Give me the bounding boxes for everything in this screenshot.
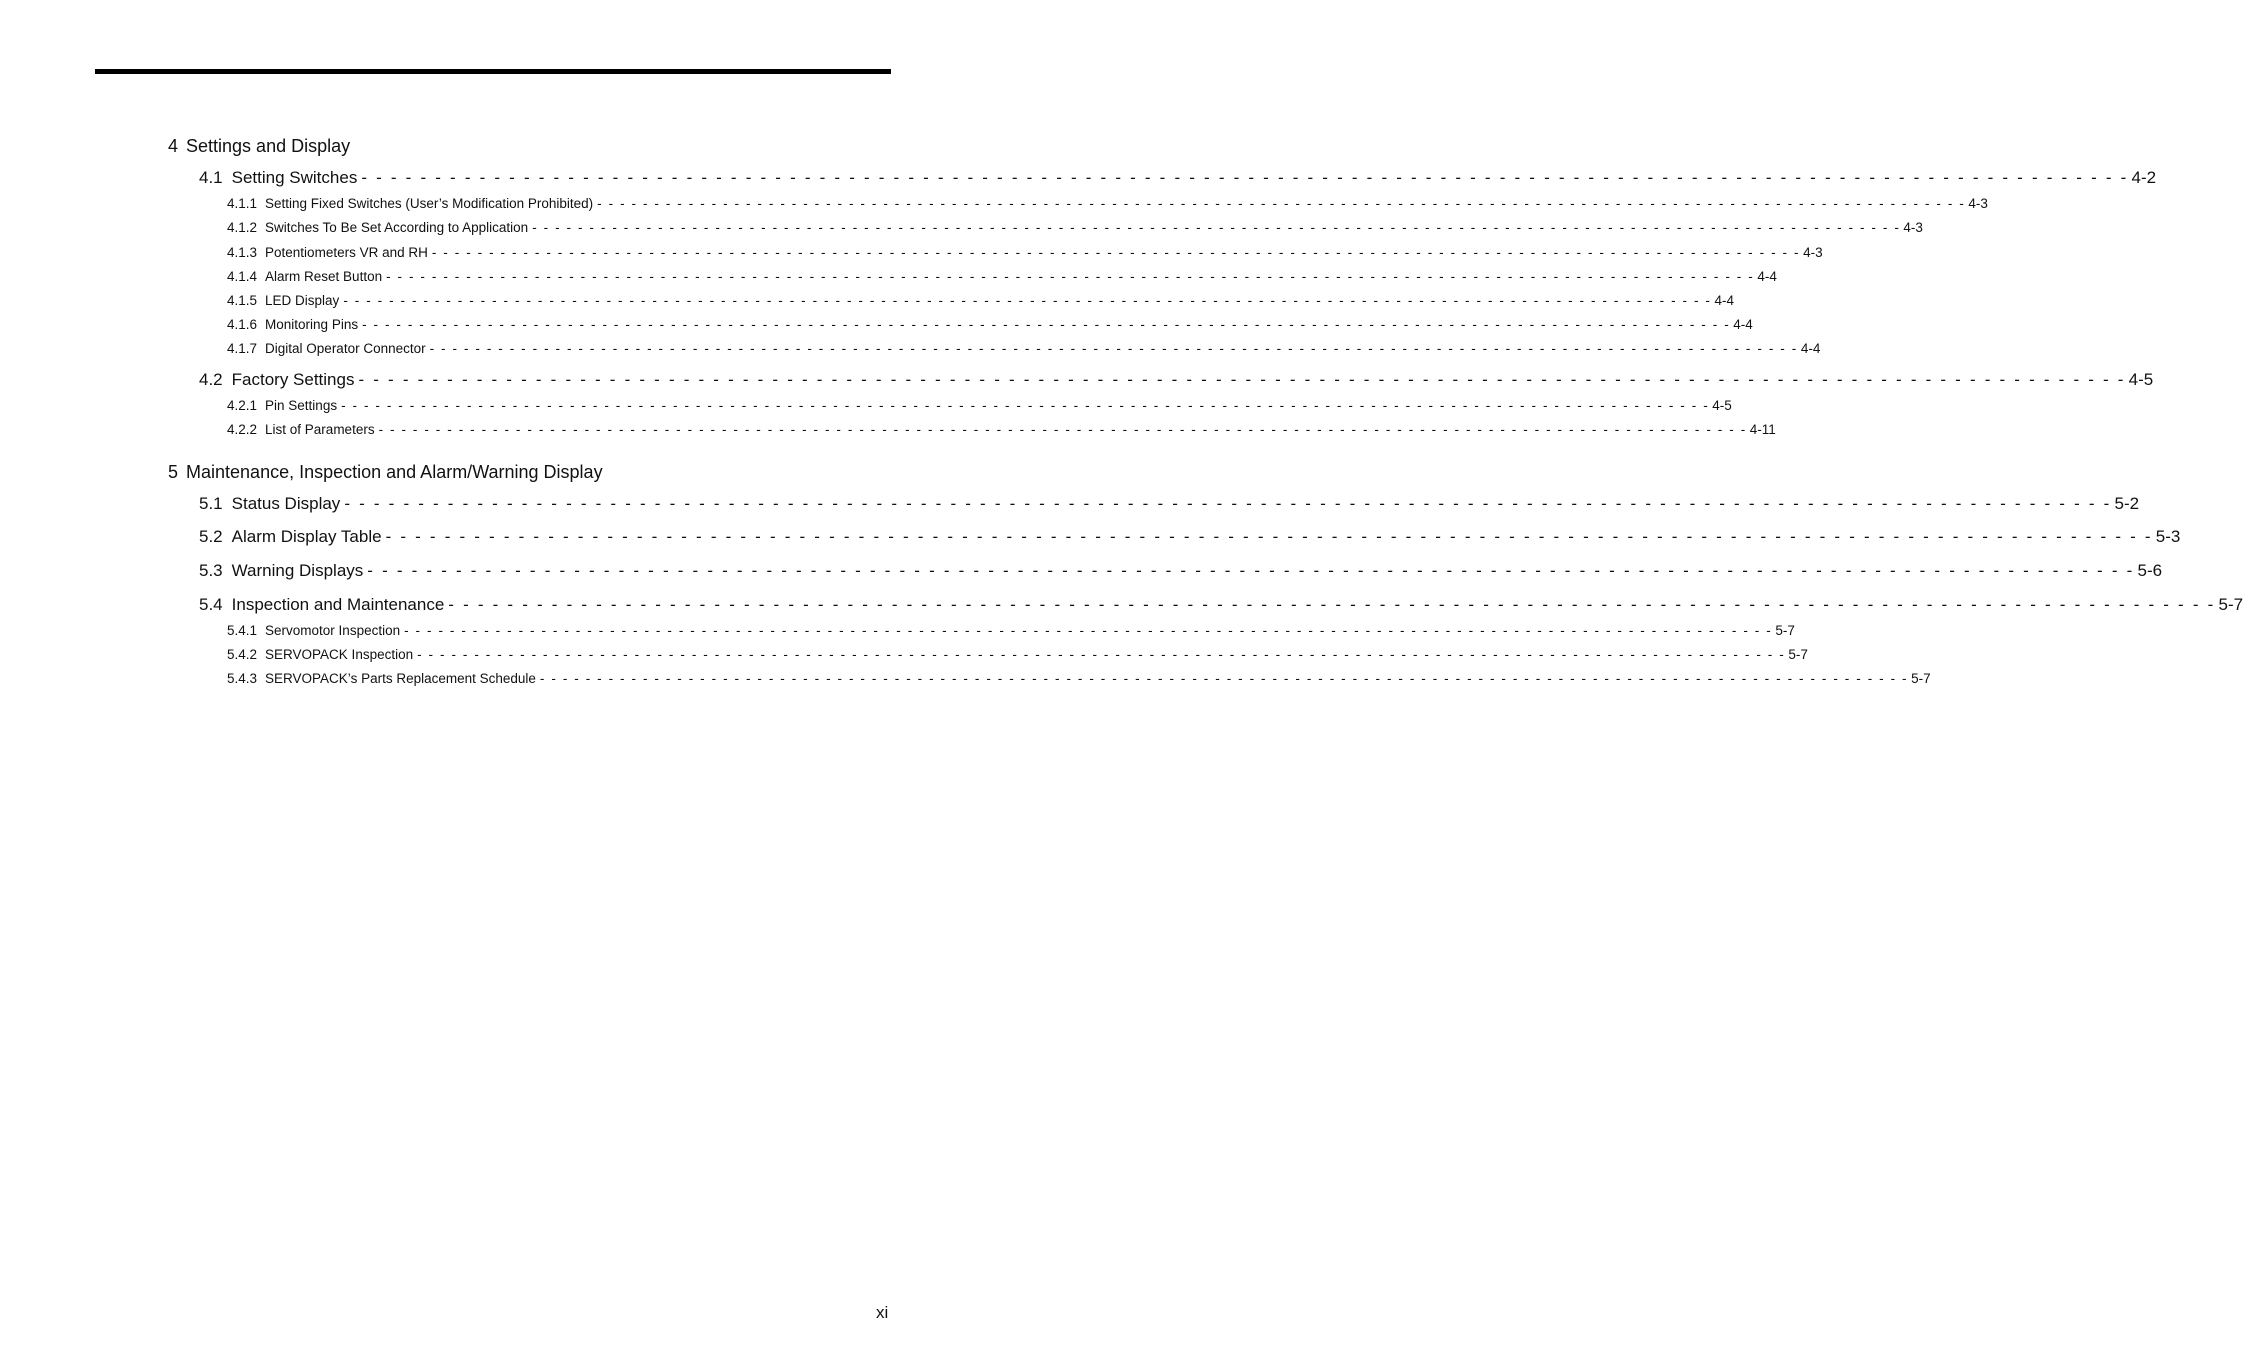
- entry-number: 5.2: [199, 527, 223, 546]
- toc-entry-subsection[interactable]: [227, 269, 1777, 284]
- entry-number: 4.2.1: [227, 398, 258, 413]
- chapter-heading: [168, 136, 350, 157]
- entry-number: 4.2.2: [227, 422, 258, 437]
- dot-leader: - - - - - - - - - - - - - - - - - - - - - - - - - - - - - - - - - - - - - - - - - - - - - - - - - - - - - - - - - - - - - - - - - - - - - - - - - - - - - - - - - - - - - - - - - - - - - - - - - - - - - - - - - - - - - - - - - - - - - - - -: [343, 293, 1712, 308]
- entry-title: Potentiometers VR and RH: [265, 245, 428, 260]
- entry-title: Switches To Be Set According to Application: [265, 220, 529, 235]
- entry-title: Digital Operator Connector: [265, 341, 426, 356]
- entry-page: 5-3: [2155, 527, 2181, 546]
- entry-page: 5-2: [2114, 494, 2140, 513]
- entry-page: 4-3: [1903, 220, 1923, 235]
- dot-leader: - - - - - - - - - - - - - - - - - - - - - - - - - - - - - - - - - - - - - - - - - - - - - - - - - - - - - - - - - - - - - - - - - - - - - - - - - - - - - - - - - - - - - - - - - - - - - - - - - - - - - - - - - - - - - - - - - - - - - - - -: [532, 220, 1901, 235]
- dot-leader: - - - - - - - - - - - - - - - - - - - - - - - - - - - - - - - - - - - - - - - - - - - - - - - - - - - - - - - - - - - - - - - - - - - - - - - - - - - - - - - - - - - - - - - - - - - - - - - - - - - - - - - - - - - - - - - - - - - - - - - -: [448, 595, 2216, 614]
- entry-page: 5-7: [2218, 595, 2243, 614]
- entry-page: 4-3: [1968, 196, 1988, 211]
- entry-page: 5-6: [2137, 561, 2163, 580]
- chapter-title: Settings and Display: [186, 136, 351, 156]
- entry-page: 4-4: [1733, 317, 1753, 332]
- entry-number: 4.1.7: [227, 341, 258, 356]
- toc-entry-section[interactable]: [199, 595, 2243, 615]
- toc-entry-section[interactable]: [199, 370, 2154, 390]
- toc-entry-subsection[interactable]: [227, 647, 1808, 662]
- toc-entry-subsection[interactable]: [227, 341, 1821, 356]
- entry-number: 5.4.2: [227, 647, 258, 662]
- toc-entry-section[interactable]: [199, 527, 2181, 547]
- entry-number: 4.1.5: [227, 293, 258, 308]
- entry-title: Inspection and Maintenance: [231, 595, 445, 614]
- entry-title: Factory Settings: [231, 370, 355, 389]
- toc-entry-section[interactable]: [199, 561, 2163, 581]
- entry-page: 4-11: [1749, 422, 1776, 437]
- chapter-number: 4: [168, 136, 179, 156]
- toc-entry-subsection[interactable]: [227, 245, 1823, 260]
- chapter-heading: [168, 462, 603, 483]
- toc-entry-subsection[interactable]: [227, 671, 1931, 686]
- entry-number: 5.4: [199, 595, 223, 614]
- entry-page: 4-4: [1800, 341, 1821, 356]
- entry-title: Servomotor Inspection: [265, 623, 401, 638]
- entry-title: SERVOPACK’s Parts Replacement Schedule: [265, 671, 536, 686]
- dot-leader: - - - - - - - - - - - - - - - - - - - - - - - - - - - - - - - - - - - - - - - - - - - - - - - - - - - - - - - - - - - - - - - - - - - - - - - - - - - - - - - - - - - - - - - - - - - - - - - - - - - - - - - - - - - - - - - - - - - - - - - -: [431, 245, 1801, 260]
- entry-page: 5-7: [1911, 671, 1931, 686]
- entry-title: Setting Switches: [231, 168, 358, 187]
- entry-number: 5.1: [199, 494, 223, 513]
- chapter-number: 5: [168, 462, 179, 482]
- toc-entry-subsection[interactable]: [227, 317, 1753, 332]
- toc-entry-section[interactable]: [199, 494, 2140, 514]
- entry-number: 4.1: [199, 168, 223, 187]
- dot-leader: - - - - - - - - - - - - - - - - - - - - - - - - - - - - - - - - - - - - - - - - - - - - - - - - - - - - - - - - - - - - - - - - - - - - - - - - - - - - - - - - - - - - - - - - - - - - - - - - - - - - - - - - - - - - - - - - - - - - - - - -: [378, 422, 1747, 437]
- dot-leader: - - - - - - - - - - - - - - - - - - - - - - - - - - - - - - - - - - - - - - - - - - - - - - - - - - - - - - - - - - - - - - - - - - - - - - - - - - - - - - - - - - - - - - - - - - - - - - - - - - - - - - - - - - - - - - - - - - - - - - - -: [385, 527, 2153, 546]
- entry-title: Alarm Display Table: [231, 527, 382, 546]
- dot-leader: - - - - - - - - - - - - - - - - - - - - - - - - - - - - - - - - - - - - - - - - - - - - - - - - - - - - - - - - - - - - - - - - - - - - - - - - - - - - - - - - - - - - - - - - - - - - - - - - - - - - - - - - - - - - - - - - - - - - - - - -: [361, 168, 2129, 187]
- entry-number: 4.1.6: [227, 317, 258, 332]
- dot-leader: - - - - - - - - - - - - - - - - - - - - - - - - - - - - - - - - - - - - - - - - - - - - - - - - - - - - - - - - - - - - - - - - - - - - - - - - - - - - - - - - - - - - - - - - - - - - - - - - - - - - - - - - - - - - - - - - - - - - - - - -: [344, 494, 2112, 513]
- entry-title: LED Display: [265, 293, 340, 308]
- entry-title: Alarm Reset Button: [265, 269, 383, 284]
- entry-title: Warning Displays: [231, 561, 364, 580]
- toc-entry-subsection[interactable]: [227, 422, 1776, 437]
- page-number: xi: [876, 1303, 889, 1322]
- entry-title: Setting Fixed Switches (User’s Modification Prohibited): [265, 196, 594, 211]
- entry-page: 5-7: [1775, 623, 1795, 638]
- dot-leader: - - - - - - - - - - - - - - - - - - - - - - - - - - - - - - - - - - - - - - - - - - - - - - - - - - - - - - - - - - - - - - - - - - - - - - - - - - - - - - - - - - - - - - - - - - - - - - - - - - - - - - - - - - - - - - - - - - - - - - - -: [386, 269, 1755, 284]
- entry-page: 4-3: [1803, 245, 1823, 260]
- chapter-title: Maintenance, Inspection and Alarm/Warning Display: [186, 462, 603, 482]
- entry-page: 5-7: [1788, 647, 1808, 662]
- entry-title: Pin Settings: [265, 398, 338, 413]
- dot-leader: - - - - - - - - - - - - - - - - - - - - - - - - - - - - - - - - - - - - - - - - - - - - - - - - - - - - - - - - - - - - - - - - - - - - - - - - - - - - - - - - - - - - - - - - - - - - - - - - - - - - - - - - - - - - - - - - - - - - - - - -: [429, 341, 1798, 356]
- entry-number: 4.1.1: [227, 196, 258, 211]
- entry-title: List of Parameters: [265, 422, 375, 437]
- dot-leader: - - - - - - - - - - - - - - - - - - - - - - - - - - - - - - - - - - - - - - - - - - - - - - - - - - - - - - - - - - - - - - - - - - - - - - - - - - - - - - - - - - - - - - - - - - - - - - - - - - - - - - - - - - - - - - - - - - - - - - - -: [367, 561, 2135, 580]
- entry-number: 4.2: [199, 370, 223, 389]
- toc-entry-subsection[interactable]: [227, 398, 1732, 413]
- entry-page: 4-2: [2131, 168, 2157, 187]
- entry-page: 4-5: [2128, 370, 2154, 389]
- entry-number: 4.1.3: [227, 245, 258, 260]
- dot-leader: - - - - - - - - - - - - - - - - - - - - - - - - - - - - - - - - - - - - - - - - - - - - - - - - - - - - - - - - - - - - - - - - - - - - - - - - - - - - - - - - - - - - - - - - - - - - - - - - - - - - - - - - - - - - - - - - - - - - - - - -: [341, 398, 1710, 413]
- entry-title: Monitoring Pins: [265, 317, 359, 332]
- dot-leader: - - - - - - - - - - - - - - - - - - - - - - - - - - - - - - - - - - - - - - - - - - - - - - - - - - - - - - - - - - - - - - - - - - - - - - - - - - - - - - - - - - - - - - - - - - - - - - - - - - - - - - - - - - - - - - - - - - - - - - - -: [417, 647, 1786, 662]
- entry-number: 4.1.4: [227, 269, 258, 284]
- entry-title: SERVOPACK Inspection: [265, 647, 414, 662]
- entry-number: 5.4.3: [227, 671, 258, 686]
- header-rule: [95, 69, 891, 74]
- toc-entry-section[interactable]: [199, 168, 2157, 188]
- entry-number: 4.1.2: [227, 220, 258, 235]
- entry-number: 5.4.1: [227, 623, 258, 638]
- entry-page: 4-4: [1757, 269, 1777, 284]
- dot-leader: - - - - - - - - - - - - - - - - - - - - - - - - - - - - - - - - - - - - - - - - - - - - - - - - - - - - - - - - - - - - - - - - - - - - - - - - - - - - - - - - - - - - - - - - - - - - - - - - - - - - - - - - - - - - - - - - - - - - - - - -: [404, 623, 1773, 638]
- toc-entry-subsection[interactable]: [227, 196, 1988, 211]
- entry-page: 4-5: [1712, 398, 1732, 413]
- toc-entry-subsection[interactable]: [227, 220, 1923, 235]
- dot-leader: - - - - - - - - - - - - - - - - - - - - - - - - - - - - - - - - - - - - - - - - - - - - - - - - - - - - - - - - - - - - - - - - - - - - - - - - - - - - - - - - - - - - - - - - - - - - - - - - - - - - - - - - - - - - - - - - - - - - - - - -: [362, 317, 1731, 332]
- entry-page: 4-4: [1714, 293, 1735, 308]
- entry-number: 5.3: [199, 561, 223, 580]
- toc-entry-subsection[interactable]: [227, 293, 1735, 308]
- dot-leader: - - - - - - - - - - - - - - - - - - - - - - - - - - - - - - - - - - - - - - - - - - - - - - - - - - - - - - - - - - - - - - - - - - - - - - - - - - - - - - - - - - - - - - - - - - - - - - - - - - - - - - - - - - - - - - - - - - - - - - - -: [539, 671, 1909, 686]
- dot-leader: - - - - - - - - - - - - - - - - - - - - - - - - - - - - - - - - - - - - - - - - - - - - - - - - - - - - - - - - - - - - - - - - - - - - - - - - - - - - - - - - - - - - - - - - - - - - - - - - - - - - - - - - - - - - - - - - - - - - - - - -: [597, 196, 1966, 211]
- dot-leader: - - - - - - - - - - - - - - - - - - - - - - - - - - - - - - - - - - - - - - - - - - - - - - - - - - - - - - - - - - - - - - - - - - - - - - - - - - - - - - - - - - - - - - - - - - - - - - - - - - - - - - - - - - - - - - - - - - - - - - - -: [358, 370, 2126, 389]
- toc-entry-subsection[interactable]: [227, 623, 1795, 638]
- entry-title: Status Display: [231, 494, 341, 513]
